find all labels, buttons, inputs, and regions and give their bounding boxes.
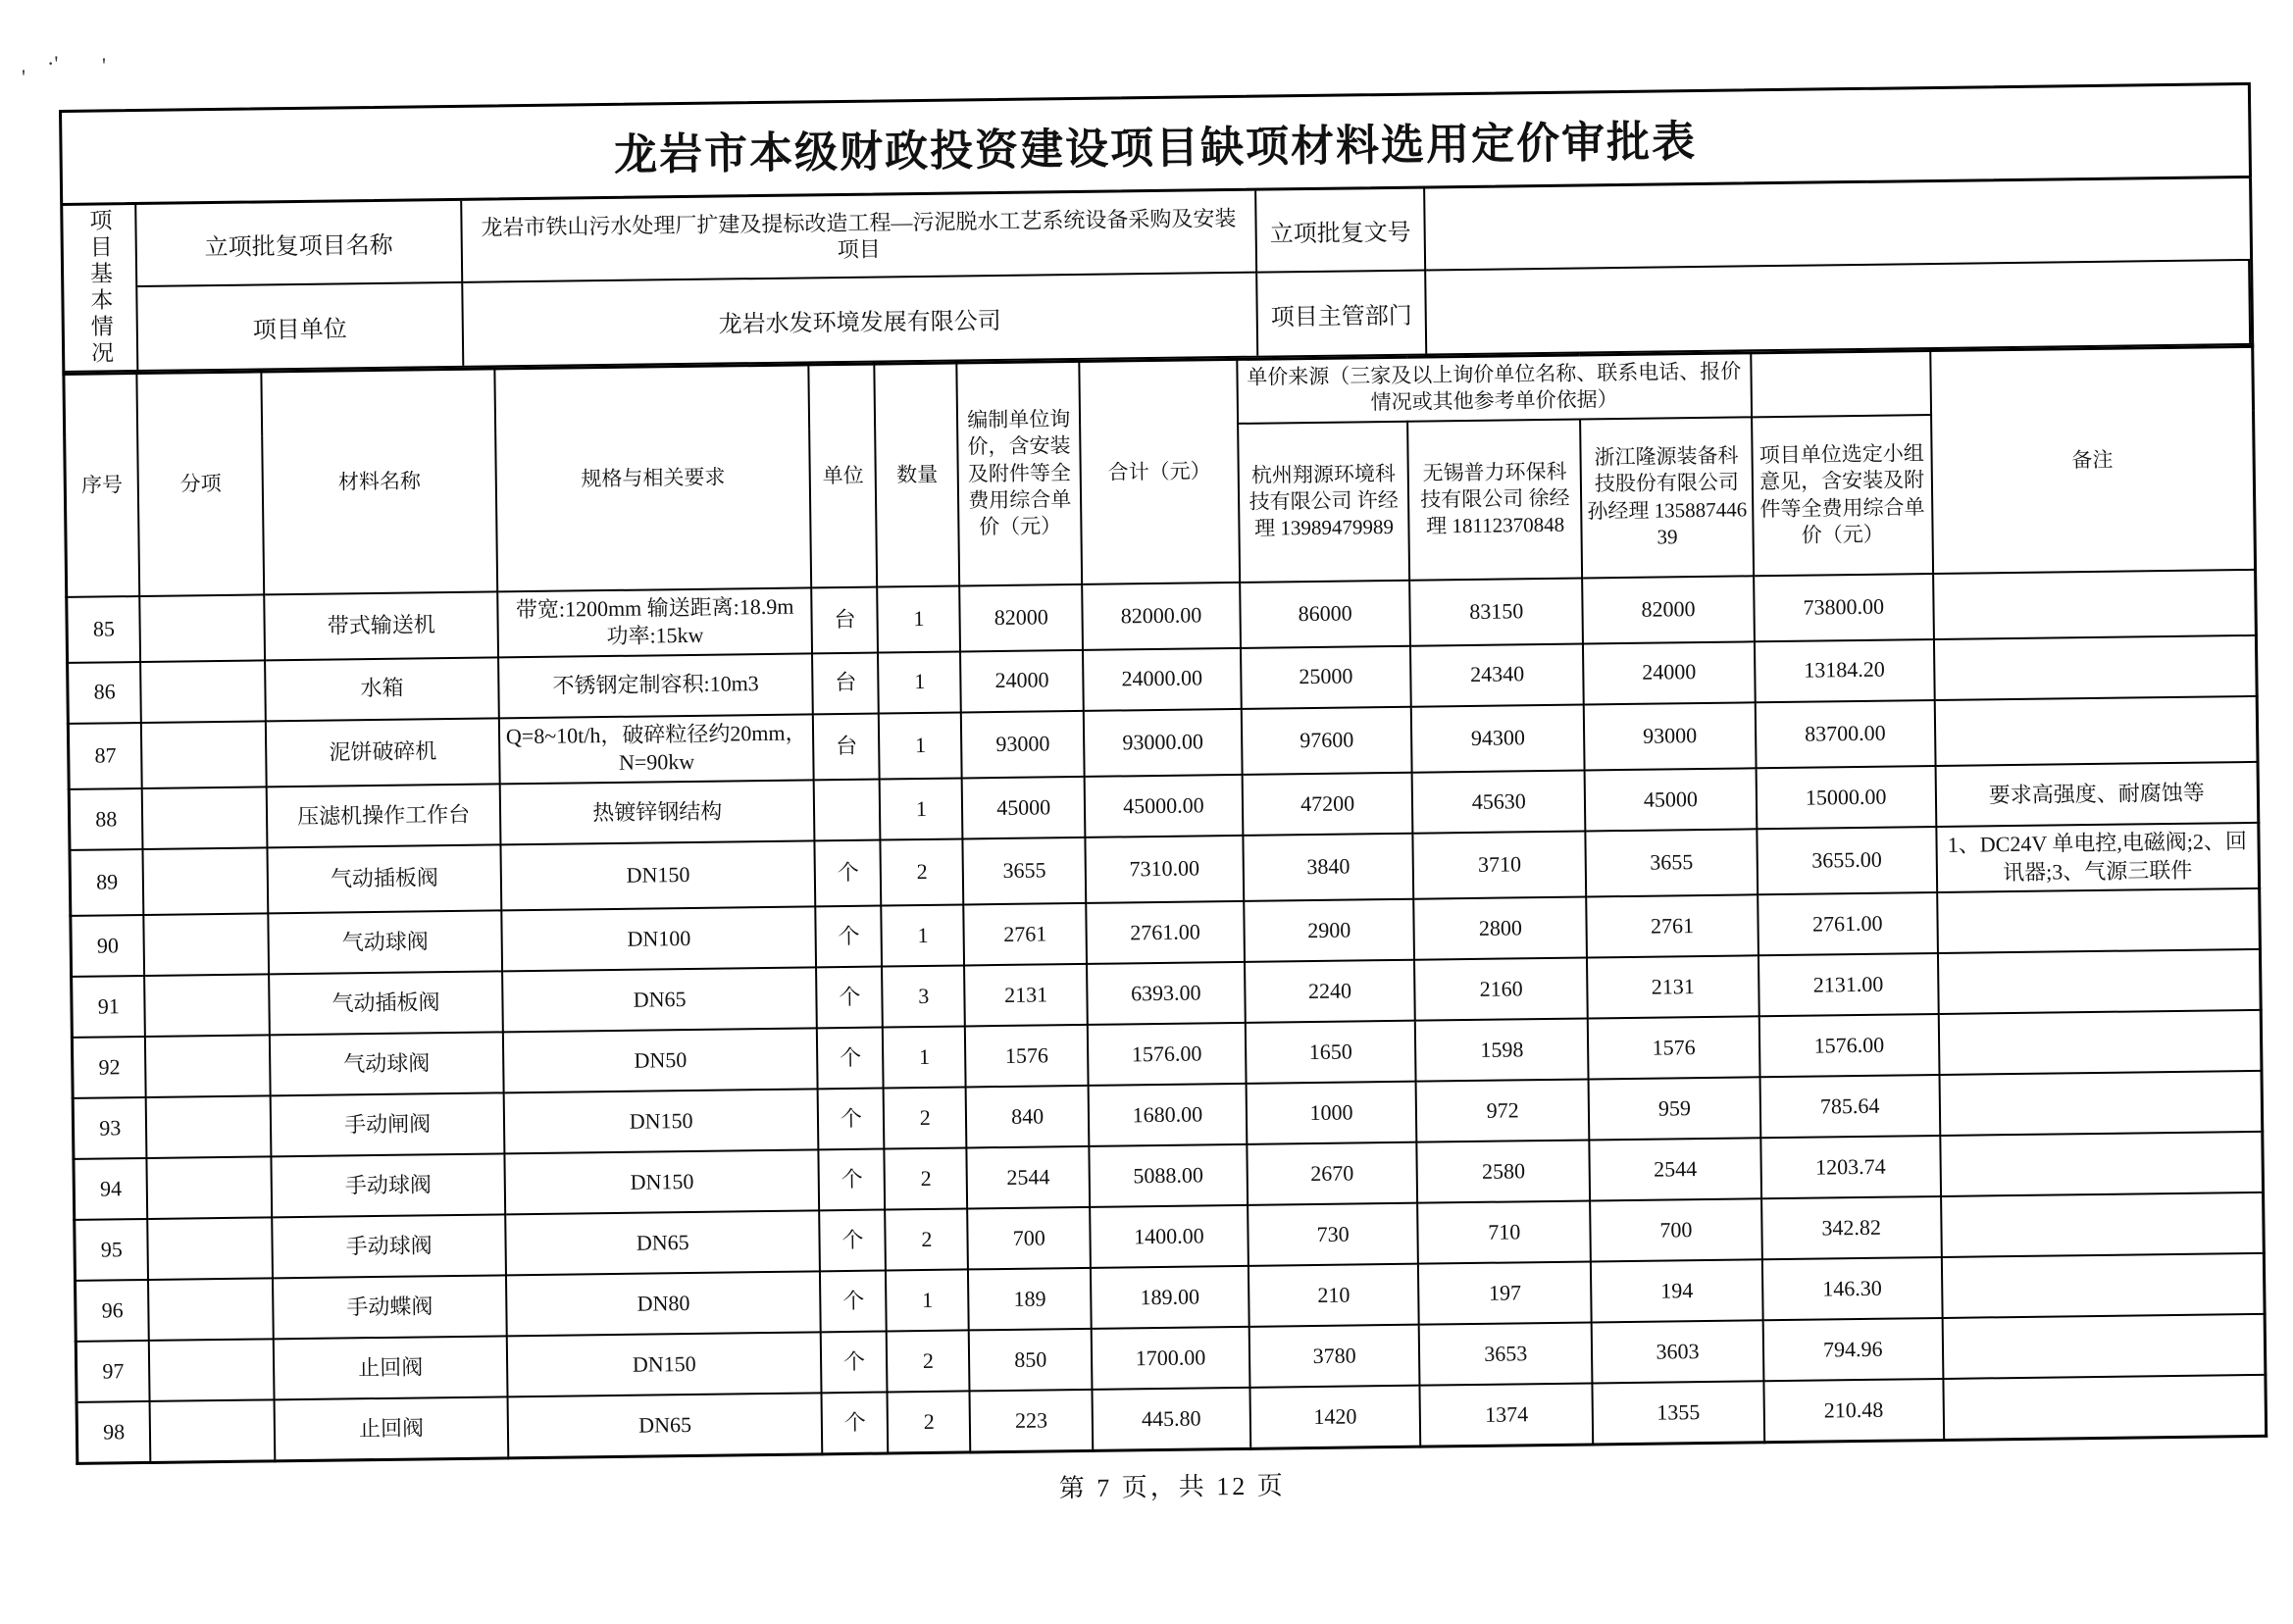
cell: DN50: [503, 1029, 818, 1093]
cell: [148, 1218, 274, 1281]
approval-doc-number-value: [1425, 178, 2250, 272]
cell: 24000.00: [1083, 648, 1241, 711]
cell: 3840: [1243, 834, 1413, 901]
cell: 82000.00: [1082, 583, 1241, 650]
cell: [1937, 888, 2261, 953]
col-header-seq: 序号: [64, 374, 140, 597]
cell: 1: [882, 905, 965, 967]
cell: 223: [970, 1390, 1094, 1452]
cell: 96: [76, 1280, 150, 1342]
cell: [1939, 1071, 2263, 1136]
cell: 1: [879, 712, 962, 779]
scan-artifact: ·': [47, 51, 59, 76]
material-pricing-table: [62, 345, 2268, 1465]
cell: 7310.00: [1085, 836, 1244, 903]
cell: DN100: [501, 907, 816, 972]
cell: 794.96: [1762, 1318, 1943, 1381]
cell: 210: [1248, 1264, 1419, 1327]
cell: 24340: [1410, 643, 1583, 706]
cell: 972: [1416, 1080, 1589, 1142]
cell: 个: [817, 967, 884, 1029]
cell: 87: [68, 723, 142, 789]
scan-artifact: ': [22, 65, 25, 89]
cell: 3: [882, 966, 965, 1028]
cell: 6393.00: [1087, 962, 1245, 1025]
cell: 93000: [1584, 702, 1757, 770]
cell: 泥饼破碎机: [266, 718, 500, 787]
cell: 93000.00: [1084, 709, 1243, 777]
cell: 气动球阀: [270, 1033, 503, 1096]
cell: 3655: [1585, 829, 1758, 896]
competent-department-value: [1426, 261, 2251, 354]
cell: 手动球阀: [272, 1215, 505, 1279]
cell: DN65: [505, 1210, 820, 1275]
cell: [148, 1279, 274, 1342]
cell: 个: [820, 1271, 887, 1333]
col-header-inquiry-price: 编制单位询价，含安装及附件等全费用综合单价（元）: [957, 361, 1083, 585]
cell: 2761.00: [1086, 901, 1244, 964]
cell: 5088.00: [1089, 1144, 1247, 1207]
cell: [1942, 1314, 2266, 1379]
col-header-vendor3: 浙江隆源装备科技股份有限公司 孙经理 13588744639: [1580, 417, 1754, 578]
cell: 342.82: [1761, 1196, 1942, 1259]
cell: 88: [69, 788, 143, 850]
cell: 95: [75, 1219, 149, 1281]
cell: [814, 780, 881, 841]
cell: 1: [878, 585, 961, 652]
cell: 91: [72, 976, 146, 1038]
project-info-side-label: 项目基本情况: [63, 205, 138, 371]
approved-project-name-label: 立项批复项目名称: [136, 201, 463, 287]
cell: [145, 975, 271, 1038]
cell: 2: [886, 1209, 969, 1271]
cell: 不锈钢定制容积:10m3: [498, 653, 813, 718]
cell: 手动球阀: [272, 1154, 505, 1218]
cell: 86000: [1240, 580, 1410, 647]
cell: 2131.00: [1758, 953, 1939, 1016]
cell: [144, 914, 270, 977]
cell: [142, 787, 268, 849]
cell: [1941, 1253, 2265, 1318]
page-title: 龙岩市本级财政投资建设项目缺项材料选用定价审批表: [613, 118, 1698, 179]
cell: 13184.20: [1755, 639, 1935, 702]
cell: 93: [73, 1097, 147, 1159]
cell: 189: [968, 1268, 1092, 1331]
col-header-total: 合计（元）: [1079, 359, 1240, 584]
cell: 2580: [1417, 1141, 1590, 1203]
cell: 189.00: [1091, 1266, 1248, 1329]
cell: 3710: [1413, 831, 1586, 898]
cell: 气动球阀: [269, 911, 502, 975]
cell: 个: [815, 839, 882, 906]
cell: [1933, 569, 2257, 638]
cell: [150, 1399, 276, 1462]
cell: 台: [813, 713, 880, 780]
cell: 1576.00: [1759, 1014, 1940, 1077]
cell: 2240: [1245, 960, 1415, 1023]
cell: 气动插板阀: [268, 844, 502, 913]
cell: 压滤机操作工作台: [267, 784, 500, 847]
cell: 86: [68, 662, 142, 724]
cell: 3780: [1248, 1325, 1419, 1388]
cell: 2761: [964, 903, 1088, 966]
cell: 手动蝶阀: [273, 1276, 506, 1340]
cell: DN65: [502, 968, 817, 1033]
cell: 2: [887, 1331, 970, 1393]
cell: [143, 847, 269, 915]
cell: 700: [967, 1207, 1091, 1270]
cell: 210.48: [1763, 1379, 1944, 1442]
cell: 840: [966, 1086, 1090, 1148]
col-header-remark: 备注: [1930, 346, 2256, 573]
cell: 710: [1418, 1201, 1591, 1264]
cell: 1、DC24V 单电控,电磁阀;2、回讯器;3、气源三联件: [1936, 823, 2260, 892]
cell: 45000: [1585, 768, 1758, 831]
cell: 1355: [1593, 1381, 1765, 1444]
cell: DN80: [506, 1271, 821, 1336]
cell: 1700.00: [1092, 1327, 1249, 1390]
cell: 2544: [1589, 1138, 1761, 1200]
cell: 89: [70, 849, 144, 916]
cell: 2131: [964, 964, 1088, 1027]
cell: 1: [878, 651, 961, 713]
cell: 2544: [967, 1146, 1091, 1209]
cell: 止回阀: [275, 1397, 508, 1461]
cell: 82000: [1582, 576, 1755, 643]
cell: 90: [71, 915, 145, 977]
cell: 个: [819, 1149, 886, 1211]
cell: 2: [884, 1088, 967, 1149]
cell: 气动插板阀: [269, 972, 502, 1036]
cell: 2: [881, 838, 964, 905]
col-header-price-source: 单价来源（三家及以上询价单位名称、联系电话、报价情况或其他参考单价依据）: [1237, 353, 1752, 424]
cell: 45000: [962, 777, 1086, 839]
cell: 73800.00: [1754, 574, 1934, 641]
cell: 97600: [1242, 706, 1412, 774]
col-header-spec: 规格与相关要求: [494, 365, 811, 591]
cell: DN150: [504, 1150, 819, 1215]
competent-department-label: 项目主管部门: [1257, 271, 1428, 355]
cell: 手动闸阀: [271, 1093, 504, 1157]
scan-artifact: ': [102, 53, 106, 77]
cell: [146, 1096, 272, 1159]
col-header-qty: 数量: [875, 363, 960, 586]
col-header-selected-spacer: [1751, 351, 1931, 417]
cell: 3655: [963, 837, 1087, 905]
cell: [141, 721, 267, 788]
cell: 83150: [1410, 578, 1583, 645]
cell: 1400.00: [1090, 1205, 1248, 1268]
col-header-vendor2: 无锡普力环保科技有限公司 徐经理 18112370848: [1408, 419, 1583, 580]
cell: 1576: [1588, 1016, 1760, 1079]
cell: 1203.74: [1760, 1136, 1941, 1198]
cell: Q=8~10t/h，破碎粒径约20mm，N=90kw: [499, 714, 814, 784]
cell: 2670: [1247, 1142, 1417, 1205]
cell: 热镀锌钢结构: [500, 780, 815, 844]
approval-doc-number-label: 立项批复文号: [1256, 188, 1427, 273]
cell: [1940, 1132, 2264, 1196]
cell: 要求高强度、耐腐蚀等: [1935, 762, 2259, 827]
cell: 个: [822, 1393, 889, 1454]
cell: 1598: [1415, 1019, 1588, 1082]
cell: 92: [72, 1037, 146, 1098]
cell: 850: [969, 1329, 1093, 1392]
cell: 1: [886, 1270, 969, 1332]
cell: [1938, 1010, 2262, 1075]
cell: 个: [817, 1028, 884, 1090]
cell: 25000: [1241, 646, 1411, 709]
cell: 水箱: [265, 657, 498, 721]
cell: 47200: [1242, 773, 1412, 836]
cell: 94300: [1411, 704, 1584, 772]
cell: 1: [883, 1027, 966, 1089]
cell: 1680.00: [1089, 1084, 1247, 1146]
cell: DN150: [500, 840, 815, 910]
cell: 个: [816, 906, 883, 968]
scanned-form: [59, 82, 2268, 1517]
cell: [1938, 949, 2262, 1014]
cell: 97: [76, 1341, 150, 1402]
cell: 2800: [1414, 897, 1587, 960]
cell: DN65: [507, 1393, 822, 1457]
cell: 2160: [1414, 958, 1587, 1021]
cell: 1420: [1249, 1386, 1420, 1448]
cell: 个: [821, 1332, 888, 1394]
cell: 带宽:1200mm 输送距离:18.9m 功率:15kw: [497, 587, 812, 657]
cell: [1943, 1375, 2267, 1440]
material-rows: [67, 569, 2267, 1463]
cell: 700: [1590, 1198, 1762, 1261]
cell: 止回阀: [274, 1337, 507, 1400]
cell: 2900: [1244, 899, 1414, 962]
cell: 24000: [1583, 641, 1756, 704]
cell: 85: [67, 596, 141, 663]
col-header-group: 分项: [137, 372, 265, 596]
cell: 83700.00: [1756, 700, 1936, 768]
cell: 959: [1589, 1077, 1761, 1140]
cell: 3653: [1419, 1323, 1592, 1386]
cell: 194: [1591, 1259, 1763, 1322]
cell: [145, 1036, 271, 1098]
cell: 1000: [1246, 1082, 1416, 1144]
cell: DN150: [507, 1332, 822, 1396]
cell: 1650: [1246, 1021, 1416, 1084]
cell: 3655.00: [1757, 827, 1937, 894]
cell: 2131: [1587, 955, 1759, 1018]
cell: 15000.00: [1756, 766, 1936, 829]
cell: 2761: [1586, 894, 1758, 957]
cell: 146.30: [1762, 1257, 1943, 1320]
cell: 1: [880, 778, 963, 839]
cell: 730: [1248, 1203, 1418, 1266]
cell: [1934, 635, 2258, 700]
cell: 1576: [965, 1025, 1089, 1088]
cell: 台: [812, 586, 879, 653]
cell: 785.64: [1759, 1075, 1940, 1138]
cell: [140, 594, 266, 662]
cell: 94: [74, 1158, 148, 1220]
cell: 个: [820, 1210, 887, 1272]
cell: 45630: [1412, 770, 1585, 833]
cell: 2: [888, 1392, 971, 1453]
cell: [147, 1157, 273, 1220]
cell: 2761.00: [1758, 892, 1938, 955]
cell: 45000.00: [1085, 775, 1243, 837]
cell: 1576.00: [1088, 1023, 1246, 1086]
cell: 445.80: [1093, 1388, 1250, 1450]
cell: [1941, 1193, 2265, 1257]
project-unit-label: 项目单位: [137, 283, 464, 370]
cell: 98: [76, 1401, 151, 1463]
col-header-vendor1: 杭州翔源环境科技有限公司 许经理 13989479989: [1238, 421, 1410, 582]
cell: 93000: [961, 711, 1085, 779]
cell: 2: [885, 1148, 968, 1210]
cell: [1934, 696, 2258, 766]
page-number: 第 7 页，共 12 页: [1058, 1471, 1286, 1502]
project-info-section: [60, 178, 2254, 373]
col-header-material: 材料名称: [262, 369, 498, 594]
cell: 台: [812, 652, 879, 714]
col-header-unit: 单位: [809, 364, 878, 587]
approved-project-name-value: 龙岩市铁山污水处理厂扩建及提标改造工程—污泥脱水工艺系统设备采购及安装项目: [462, 191, 1257, 283]
cell: 24000: [960, 650, 1084, 713]
cell: 82000: [959, 584, 1083, 652]
cell: DN150: [504, 1090, 819, 1154]
cell: 带式输送机: [264, 591, 498, 660]
cell: 197: [1418, 1262, 1591, 1325]
cell: 1374: [1420, 1384, 1593, 1446]
cell: [149, 1340, 275, 1402]
col-header-selected: 项目单位选定小组意见，含安装及附件等全费用综合单价（元）: [1752, 415, 1933, 576]
cell: 个: [818, 1089, 885, 1150]
project-unit-value: 龙岩水发环境发展有限公司: [463, 274, 1258, 366]
cell: [141, 660, 267, 723]
cell: 3603: [1592, 1320, 1764, 1383]
